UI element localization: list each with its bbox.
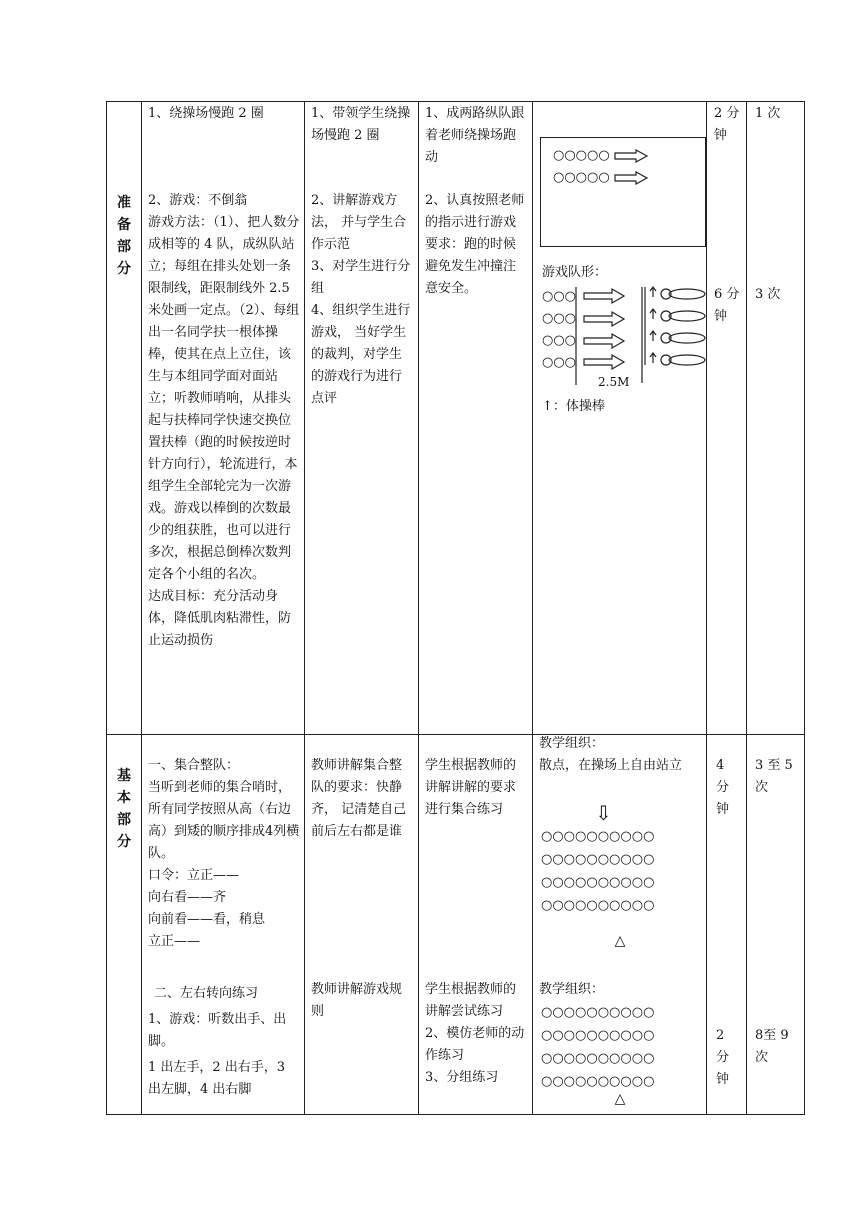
- game-formation-diagram: [542, 285, 707, 395]
- right-arrow-icon: [614, 171, 648, 185]
- prep-teacher-2: 2、讲解游戏方法， 并与学生合作示范 3、对学生进行分组 4、组织学生进行游戏， 当好学生的裁判，对学生的游戏行为进行点评: [311, 193, 411, 406]
- basic-count-1: 3 至 5 次: [755, 758, 793, 795]
- basic-time-2: 2 分钟: [716, 1028, 730, 1087]
- prep-content-cell: [142, 102, 305, 735]
- prep-student-cell: [419, 102, 533, 735]
- basic-student-cell: [419, 735, 533, 1115]
- basic-student-2: 学生根据教师的讲解尝试练习 2、模仿老师的动作练习 3、分组练习: [425, 982, 525, 1085]
- basic-teacher-1: 教师讲解集合整队的要求：快静齐， 记清楚自己前后左右都是谁: [311, 758, 407, 839]
- game-method: 游戏方法：（1）、把人数分成相等的 4 队，成纵队站立；每组在排头处划一条限制线，距限制线外 2.5 米处画一定点。（2）、每组出一名同学扶一根体操棒，使其在点上立住，该生与本组同学面对面站立；听教师哨响，从排头起与扶棒同学快速交换位置扶棒（跑的时候按逆时针方向行），轮流进行，本组学生全部轮完为一次游戏。游戏以棒倒的次数最少的组获胜，也可以进行多次，根据总倒棒次数判定各个小组的名次。: [148, 215, 300, 582]
- game-goal: 达成目标：充分活动身体，降低肌肉粘滞性，防止运动损伤: [148, 589, 292, 648]
- basic-count-2: 8至 9次: [755, 1028, 789, 1065]
- basic-content-2: 二、左右转向练习 1、游戏：听数出手、出脚。 1 出左手，2 出右手，3 出左脚，4 出右脚: [148, 986, 287, 1097]
- prep-count-cell: [747, 102, 805, 735]
- prep-time-2: 6 分钟: [714, 287, 740, 324]
- game-title: 2、游戏：不倒翁: [148, 193, 248, 208]
- right-arrow-icon: [614, 149, 648, 163]
- section-label-prep: 准 备 部 分: [107, 102, 142, 735]
- basic-content-cell: [142, 735, 305, 1115]
- runner-row-2: ○○○○○: [553, 170, 610, 185]
- prep-content-2: [148, 190, 300, 652]
- prep-teacher-cell: [305, 102, 419, 735]
- org1-desc: 散点，在操场上自由站立: [539, 758, 683, 773]
- formation-grid-2: ○○○○○○○○○○ ○○○○○○○○○○ ○○○○○○○○○○ ○○○○○○○○○○: [541, 1005, 655, 1089]
- basic-organization-cell: [533, 735, 707, 1115]
- prep-time-cell: [707, 102, 747, 735]
- lesson-plan-table: [106, 101, 805, 1115]
- prep-count-2: 3 次: [755, 287, 781, 302]
- distance-label: 2.5M: [598, 375, 630, 389]
- org2-label: 教学组织：: [539, 982, 605, 997]
- team-row-1: ○○○: [542, 289, 577, 304]
- prep-row: [107, 102, 805, 735]
- prep-student-2: 2、认真按照老师的指示进行游戏要求：跑的时候避免发生冲撞注意安全。: [425, 193, 525, 296]
- team-row-3: ○○○: [542, 333, 577, 348]
- team-row-4: ○○○: [542, 355, 577, 370]
- basic-content-1: 一、集合整队： 当听到老师的集合哨时，所有同学按照从高（右边高）到矮的顺序排成4列横队。 口令：立正—— 向右看——齐 向前看——看，稍息 立正——: [148, 758, 300, 949]
- org1-label: 教学组织：: [539, 736, 605, 751]
- prep-time-1: 2 分钟: [714, 106, 740, 143]
- section-label-basic: 基 本 部 分: [107, 735, 142, 1115]
- basic-count-cell: [747, 735, 805, 1115]
- basic-row: [107, 735, 805, 1115]
- basic-student-1: 学生根据教师的讲解讲解的要求进行集合练习: [425, 758, 517, 817]
- basic-teacher-2: 教师讲解游戏规则: [311, 982, 403, 1019]
- down-arrow-icon: ⇩: [595, 801, 612, 825]
- teacher-triangle-icon: △: [614, 933, 626, 949]
- gym-stick-icon: [649, 285, 709, 375]
- prep-count-1: 1 次: [755, 106, 781, 121]
- prep-organization-cell: [533, 102, 707, 735]
- stick-legend: ↑：体操棒: [542, 399, 605, 414]
- basic-time-cell: [707, 735, 747, 1115]
- basic-teacher-cell: [305, 735, 419, 1115]
- prep-content-1: 1、绕操场慢跑 2 圈: [148, 106, 264, 121]
- prep-student-1: 1、成两路纵队跟着老师绕操场跑动: [425, 106, 525, 165]
- game-formation-label: 游戏队形：: [542, 265, 608, 280]
- prep-teacher-1: 1、带领学生绕操场慢跑 2 圈: [311, 106, 411, 143]
- running-diagram: [540, 137, 706, 247]
- runner-row-1: ○○○○○: [553, 148, 610, 163]
- team-row-2: ○○○: [542, 311, 577, 326]
- basic-time-1: 4 分钟: [716, 758, 730, 817]
- teacher-triangle-icon-2: △: [614, 1091, 626, 1107]
- formation-grid-1: ○○○○○○○○○○ ○○○○○○○○○○ ○○○○○○○○○○ ○○○○○○○○○○: [541, 829, 655, 913]
